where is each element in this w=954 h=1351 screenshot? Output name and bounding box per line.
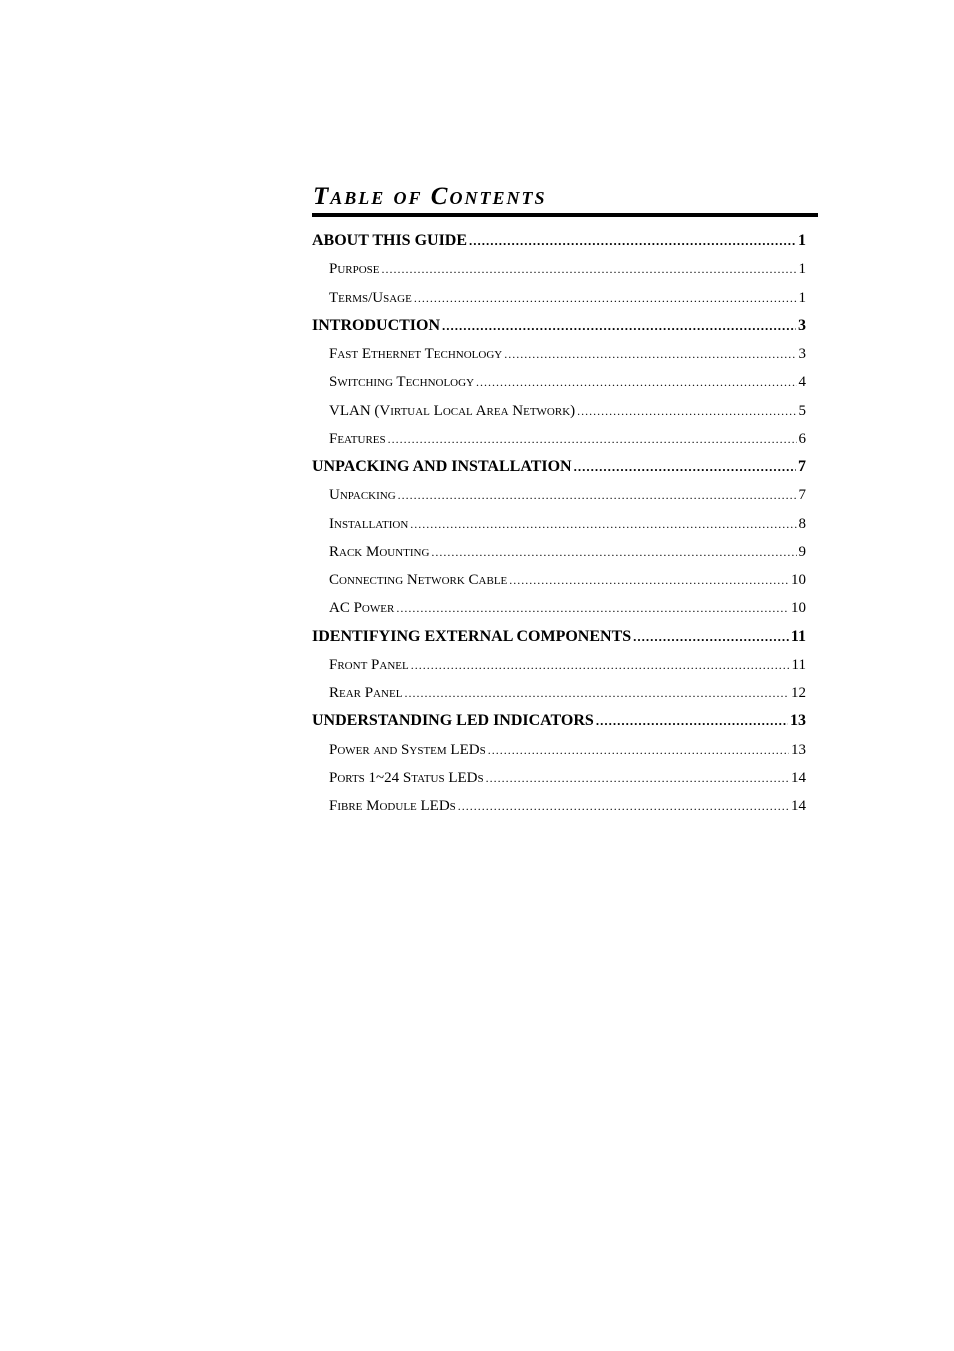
entry-label: Rear Panel [329, 685, 403, 701]
toc-section-entry[interactable] [312, 255, 806, 283]
entry-label: Terms/Usage [329, 289, 412, 306]
entry-label: Purpose [329, 261, 380, 278]
toc-section-entry[interactable] [312, 397, 806, 425]
entry-page-number: 9 [798, 543, 806, 560]
toc-section-entry[interactable] [312, 538, 806, 566]
entry-label: Power and System LEDs [329, 741, 486, 758]
toc-chapter-entry[interactable] [312, 623, 806, 651]
dot-leader [411, 651, 790, 679]
entry-page-number: 5 [798, 402, 806, 419]
dot-leader [488, 736, 789, 764]
toc-entries [312, 227, 806, 820]
toc-section-entry[interactable] [312, 368, 806, 396]
dot-leader [504, 340, 796, 368]
entry-label: Rack Mounting [329, 543, 430, 560]
toc-section-entry[interactable] [312, 481, 806, 509]
entry-page-number: 3 [798, 346, 806, 362]
toc-section-entry[interactable] [312, 736, 806, 764]
entry-page-number: 1 [798, 289, 806, 306]
entry-page-number: 4 [798, 374, 806, 391]
dot-leader [596, 707, 788, 735]
entry-page-number: 13 [790, 712, 806, 730]
toc-section-entry[interactable] [312, 284, 806, 312]
entry-label: Features [329, 430, 386, 447]
dot-leader [414, 284, 797, 312]
entry-label: ABOUT THIS GUIDE [312, 232, 468, 249]
entry-page-number: 7 [798, 458, 806, 475]
dot-leader [486, 764, 789, 792]
entry-page-number: 8 [798, 515, 806, 532]
entry-page-number: 10 [791, 600, 806, 617]
entry-page-number: 12 [791, 685, 806, 701]
entry-label: UNDERSTANDING LED INDICATORS [312, 712, 594, 730]
toc-chapter-entry[interactable] [312, 312, 806, 340]
entry-page-number: 10 [791, 572, 806, 588]
toc-section-entry[interactable] [312, 510, 806, 538]
entry-label: Fibre Module LEDs [329, 798, 456, 814]
entry-label: Fast Ethernet Technology [329, 346, 503, 362]
entry-label: Installation [329, 515, 409, 532]
entry-page-number: 1 [798, 261, 806, 278]
dot-leader [388, 425, 797, 453]
entry-page-number: 11 [790, 627, 806, 645]
dot-leader [458, 792, 789, 820]
entry-page-number: 6 [798, 430, 806, 447]
entry-label: Front Panel [329, 656, 409, 673]
dot-leader [476, 368, 796, 396]
toc-chapter-entry[interactable] [312, 453, 806, 481]
toc-section-entry[interactable] [312, 792, 806, 820]
entry-page-number: 3 [798, 316, 806, 334]
toc-section-entry[interactable] [312, 594, 806, 622]
entry-page-number: 1 [798, 232, 806, 249]
entry-page-number: 14 [791, 769, 806, 786]
dot-leader [469, 227, 796, 255]
entry-label: IDENTIFYING EXTERNAL COMPONENTS [312, 627, 632, 645]
entry-page-number: 11 [791, 656, 806, 673]
entry-label: UNPACKING AND INSTALLATION [312, 458, 572, 475]
entry-label: Connecting Network Cable [329, 572, 508, 588]
entry-label: Unpacking [329, 487, 396, 504]
dot-leader [396, 594, 789, 622]
entry-label: INTRODUCTION [312, 316, 441, 334]
dot-leader [404, 679, 789, 707]
entry-label: VLAN (Virtual Local Area Network) [329, 402, 576, 419]
dot-leader [382, 255, 797, 283]
toc-section-entry[interactable] [312, 679, 806, 707]
table-of-contents [312, 183, 818, 820]
entry-page-number: 14 [791, 798, 806, 814]
toc-chapter-entry[interactable] [312, 707, 806, 735]
title-rule [312, 213, 818, 217]
toc-section-entry[interactable] [312, 651, 806, 679]
toc-section-entry[interactable] [312, 340, 806, 368]
entry-page-number: 7 [798, 487, 806, 504]
dot-leader [442, 312, 796, 340]
toc-section-entry[interactable] [312, 764, 806, 792]
dot-leader [577, 397, 796, 425]
dot-leader [574, 453, 796, 481]
toc-section-entry[interactable] [312, 566, 806, 594]
dot-leader [633, 623, 789, 651]
toc-section-entry[interactable] [312, 425, 806, 453]
dot-leader [509, 566, 789, 594]
dot-leader [431, 538, 796, 566]
toc-chapter-entry[interactable] [312, 227, 806, 255]
entry-label: AC Power [329, 600, 395, 617]
dot-leader [398, 481, 797, 509]
entry-page-number: 13 [791, 741, 806, 758]
dot-leader [410, 510, 796, 538]
toc-title: Table of Contents [313, 183, 547, 210]
entry-label: Switching Technology [329, 374, 475, 391]
entry-label: Ports 1~24 Status LEDs [329, 769, 484, 786]
